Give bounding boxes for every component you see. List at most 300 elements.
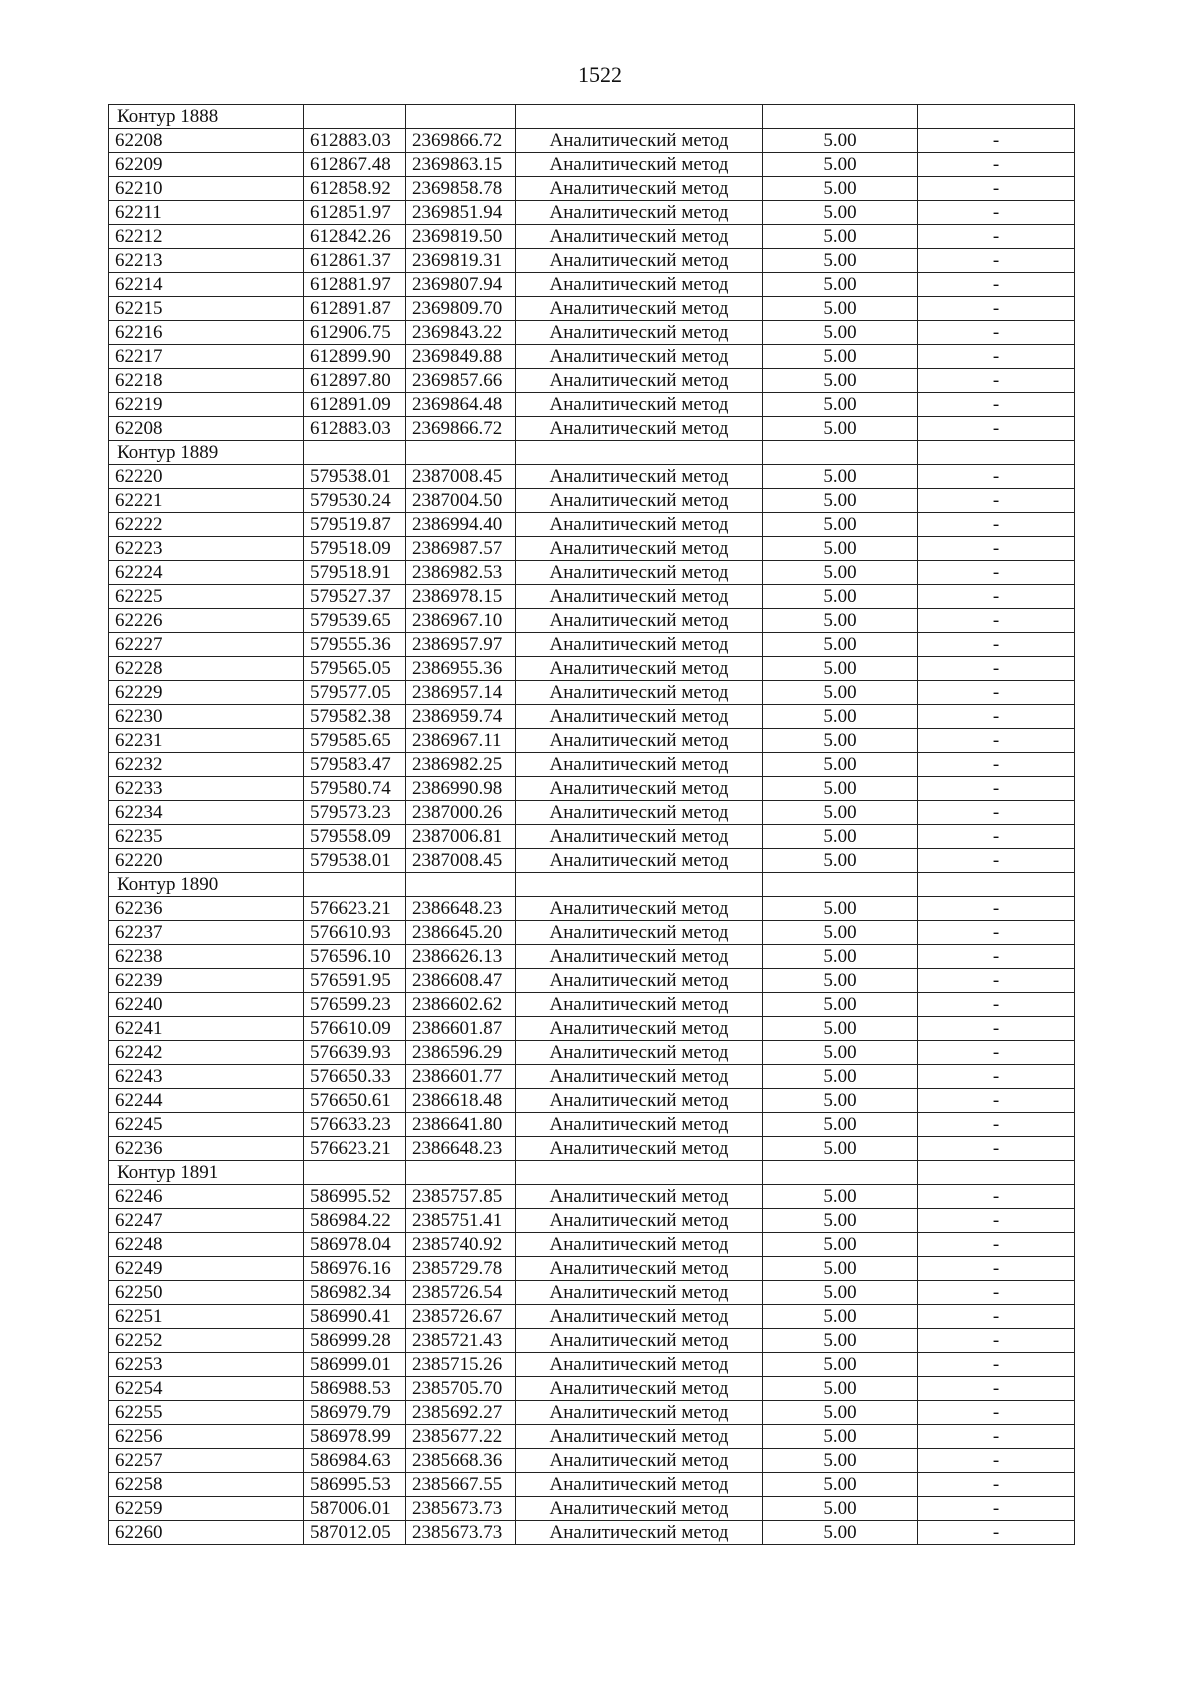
table-row [109,537,1075,561]
y-coordinate-cell: 2385751.41 [406,1209,516,1233]
empty-cell [918,1161,1075,1185]
method-cell: Аналитический метод [516,561,763,585]
x-coordinate-cell: 579585.65 [304,729,406,753]
y-coordinate-cell: 2385668.36 [406,1449,516,1473]
x-coordinate-cell: 587012.05 [304,1521,406,1545]
note-cell: - [918,753,1075,777]
method-cell: Аналитический метод [516,1257,763,1281]
y-coordinate-cell: 2385757.85 [406,1185,516,1209]
group-header-row [109,1161,1075,1185]
precision-cell: 5.00 [763,921,918,945]
table-row [109,609,1075,633]
table-row [109,1113,1075,1137]
y-coordinate-cell: 2386626.13 [406,945,516,969]
table-row [109,681,1075,705]
note-cell: - [918,1281,1075,1305]
x-coordinate-cell: 586978.04 [304,1233,406,1257]
note-cell: - [918,1377,1075,1401]
precision-cell: 5.00 [763,1257,918,1281]
precision-cell: 5.00 [763,345,918,369]
point-number-cell: 62240 [109,993,304,1017]
x-coordinate-cell: 586984.22 [304,1209,406,1233]
note-cell: - [918,1425,1075,1449]
y-coordinate-cell: 2386601.87 [406,1017,516,1041]
x-coordinate-cell: 579582.38 [304,705,406,729]
method-cell: Аналитический метод [516,1281,763,1305]
x-coordinate-cell: 612867.48 [304,153,406,177]
point-number-cell: 62223 [109,537,304,561]
method-cell: Аналитический метод [516,1425,763,1449]
x-coordinate-cell: 586999.28 [304,1329,406,1353]
x-coordinate-cell: 579555.36 [304,633,406,657]
x-coordinate-cell: 576591.95 [304,969,406,993]
point-number-cell: 62253 [109,1353,304,1377]
table-row [109,1425,1075,1449]
note-cell: - [918,1089,1075,1113]
table-row [109,249,1075,273]
table-row [109,753,1075,777]
point-number-cell: 62221 [109,489,304,513]
note-cell: - [918,1137,1075,1161]
note-cell: - [918,393,1075,417]
x-coordinate-cell: 612883.03 [304,129,406,153]
note-cell: - [918,489,1075,513]
y-coordinate-cell: 2387008.45 [406,849,516,873]
table-row [109,825,1075,849]
x-coordinate-cell: 576596.10 [304,945,406,969]
point-number-cell: 62233 [109,777,304,801]
point-number-cell: 62226 [109,609,304,633]
note-cell: - [918,1209,1075,1233]
y-coordinate-cell: 2387000.26 [406,801,516,825]
precision-cell: 5.00 [763,321,918,345]
point-number-cell: 62257 [109,1449,304,1473]
table-row [109,393,1075,417]
table-row [109,297,1075,321]
point-number-cell: 62236 [109,897,304,921]
y-coordinate-cell: 2369866.72 [406,417,516,441]
table-row [109,897,1075,921]
precision-cell: 5.00 [763,537,918,561]
precision-cell: 5.00 [763,1401,918,1425]
x-coordinate-cell: 576599.23 [304,993,406,1017]
precision-cell: 5.00 [763,609,918,633]
method-cell: Аналитический метод [516,1041,763,1065]
point-number-cell: 62208 [109,129,304,153]
note-cell: - [918,177,1075,201]
table-row [109,1233,1075,1257]
note-cell: - [918,777,1075,801]
x-coordinate-cell: 579565.05 [304,657,406,681]
method-cell: Аналитический метод [516,993,763,1017]
point-number-cell: 62247 [109,1209,304,1233]
table-row [109,849,1075,873]
y-coordinate-cell: 2386618.48 [406,1089,516,1113]
point-number-cell: 62212 [109,225,304,249]
point-number-cell: 62229 [109,681,304,705]
x-coordinate-cell: 576633.23 [304,1113,406,1137]
point-number-cell: 62215 [109,297,304,321]
point-number-cell: 62252 [109,1329,304,1353]
point-number-cell: 62250 [109,1281,304,1305]
empty-cell [406,1161,516,1185]
y-coordinate-cell: 2369819.31 [406,249,516,273]
note-cell: - [918,1185,1075,1209]
precision-cell: 5.00 [763,1233,918,1257]
note-cell: - [918,297,1075,321]
point-number-cell: 62213 [109,249,304,273]
x-coordinate-cell: 576623.21 [304,1137,406,1161]
point-number-cell: 62242 [109,1041,304,1065]
y-coordinate-cell: 2385673.73 [406,1521,516,1545]
precision-cell: 5.00 [763,1521,918,1545]
y-coordinate-cell: 2386601.77 [406,1065,516,1089]
precision-cell: 5.00 [763,1209,918,1233]
method-cell: Аналитический метод [516,1377,763,1401]
empty-cell [406,105,516,129]
y-coordinate-cell: 2385729.78 [406,1257,516,1281]
method-cell: Аналитический метод [516,705,763,729]
table-row [109,273,1075,297]
precision-cell: 5.00 [763,1305,918,1329]
x-coordinate-cell: 579573.23 [304,801,406,825]
table-row [109,369,1075,393]
method-cell: Аналитический метод [516,1065,763,1089]
method-cell: Аналитический метод [516,825,763,849]
precision-cell: 5.00 [763,153,918,177]
table-row [109,561,1075,585]
x-coordinate-cell: 612883.03 [304,417,406,441]
note-cell: - [918,537,1075,561]
method-cell: Аналитический метод [516,465,763,489]
y-coordinate-cell: 2385705.70 [406,1377,516,1401]
x-coordinate-cell: 612861.37 [304,249,406,273]
empty-cell [516,1161,763,1185]
note-cell: - [918,273,1075,297]
table-row [109,1353,1075,1377]
y-coordinate-cell: 2386967.11 [406,729,516,753]
y-coordinate-cell: 2386959.74 [406,705,516,729]
note-cell: - [918,945,1075,969]
table-row [109,777,1075,801]
note-cell: - [918,345,1075,369]
note-cell: - [918,729,1075,753]
x-coordinate-cell: 579538.01 [304,849,406,873]
precision-cell: 5.00 [763,657,918,681]
note-cell: - [918,225,1075,249]
method-cell: Аналитический метод [516,729,763,753]
method-cell: Аналитический метод [516,945,763,969]
method-cell: Аналитический метод [516,297,763,321]
precision-cell: 5.00 [763,681,918,705]
y-coordinate-cell: 2386982.53 [406,561,516,585]
table-row [109,1377,1075,1401]
table-row [109,1497,1075,1521]
precision-cell: 5.00 [763,129,918,153]
method-cell: Аналитический метод [516,1497,763,1521]
table-row [109,177,1075,201]
y-coordinate-cell: 2369866.72 [406,129,516,153]
precision-cell: 5.00 [763,1065,918,1089]
y-coordinate-cell: 2369819.50 [406,225,516,249]
table-row [109,1281,1075,1305]
x-coordinate-cell: 579530.24 [304,489,406,513]
note-cell: - [918,609,1075,633]
point-number-cell: 62238 [109,945,304,969]
precision-cell: 5.00 [763,753,918,777]
table-row [109,513,1075,537]
y-coordinate-cell: 2369843.22 [406,321,516,345]
method-cell: Аналитический метод [516,153,763,177]
point-number-cell: 62235 [109,825,304,849]
method-cell: Аналитический метод [516,489,763,513]
precision-cell: 5.00 [763,777,918,801]
method-cell: Аналитический метод [516,969,763,993]
x-coordinate-cell: 612899.90 [304,345,406,369]
point-number-cell: 62256 [109,1425,304,1449]
group-header-row [109,105,1075,129]
point-number-cell: 62227 [109,633,304,657]
method-cell: Аналитический метод [516,801,763,825]
y-coordinate-cell: 2386982.25 [406,753,516,777]
table-row [109,1521,1075,1545]
x-coordinate-cell: 612897.80 [304,369,406,393]
note-cell: - [918,705,1075,729]
point-number-cell: 62208 [109,417,304,441]
note-cell: - [918,657,1075,681]
method-cell: Аналитический метод [516,1521,763,1545]
point-number-cell: 62218 [109,369,304,393]
y-coordinate-cell: 2386957.97 [406,633,516,657]
point-number-cell: 62239 [109,969,304,993]
point-number-cell: 62259 [109,1497,304,1521]
precision-cell: 5.00 [763,1137,918,1161]
x-coordinate-cell: 612891.87 [304,297,406,321]
point-number-cell: 62244 [109,1089,304,1113]
precision-cell: 5.00 [763,705,918,729]
empty-cell [918,105,1075,129]
x-coordinate-cell: 579539.65 [304,609,406,633]
method-cell: Аналитический метод [516,681,763,705]
group-header-row [109,441,1075,465]
method-cell: Аналитический метод [516,1305,763,1329]
table-row [109,585,1075,609]
point-number-cell: 62220 [109,465,304,489]
precision-cell: 5.00 [763,201,918,225]
table-row [109,1041,1075,1065]
point-number-cell: 62251 [109,1305,304,1329]
note-cell: - [918,321,1075,345]
group-name: Контур 1890 [109,873,304,897]
method-cell: Аналитический метод [516,513,763,537]
method-cell: Аналитический метод [516,585,763,609]
point-number-cell: 62237 [109,921,304,945]
point-number-cell: 62209 [109,153,304,177]
y-coordinate-cell: 2386990.98 [406,777,516,801]
empty-cell [763,873,918,897]
table-row [109,801,1075,825]
precision-cell: 5.00 [763,1425,918,1449]
method-cell: Аналитический метод [516,321,763,345]
y-coordinate-cell: 2386645.20 [406,921,516,945]
method-cell: Аналитический метод [516,921,763,945]
x-coordinate-cell: 586976.16 [304,1257,406,1281]
x-coordinate-cell: 579580.74 [304,777,406,801]
table-row [109,1185,1075,1209]
x-coordinate-cell: 576639.93 [304,1041,406,1065]
precision-cell: 5.00 [763,1353,918,1377]
method-cell: Аналитический метод [516,1473,763,1497]
precision-cell: 5.00 [763,369,918,393]
y-coordinate-cell: 2369809.70 [406,297,516,321]
method-cell: Аналитический метод [516,897,763,921]
precision-cell: 5.00 [763,801,918,825]
x-coordinate-cell: 576623.21 [304,897,406,921]
point-number-cell: 62255 [109,1401,304,1425]
table-row [109,201,1075,225]
note-cell: - [918,1329,1075,1353]
y-coordinate-cell: 2386987.57 [406,537,516,561]
note-cell: - [918,1401,1075,1425]
precision-cell: 5.00 [763,249,918,273]
note-cell: - [918,561,1075,585]
table-row [109,321,1075,345]
precision-cell: 5.00 [763,1017,918,1041]
point-number-cell: 62231 [109,729,304,753]
method-cell: Аналитический метод [516,273,763,297]
table-row [109,993,1075,1017]
note-cell: - [918,417,1075,441]
precision-cell: 5.00 [763,1041,918,1065]
method-cell: Аналитический метод [516,1353,763,1377]
table-row [109,705,1075,729]
empty-cell [516,441,763,465]
note-cell: - [918,1065,1075,1089]
table-row [109,225,1075,249]
table-row [109,1305,1075,1329]
note-cell: - [918,849,1075,873]
y-coordinate-cell: 2385726.67 [406,1305,516,1329]
note-cell: - [918,969,1075,993]
note-cell: - [918,825,1075,849]
x-coordinate-cell: 612891.09 [304,393,406,417]
table-row [109,1017,1075,1041]
empty-cell [304,441,406,465]
method-cell: Аналитический метод [516,633,763,657]
table-row [109,921,1075,945]
point-number-cell: 62230 [109,705,304,729]
precision-cell: 5.00 [763,225,918,249]
method-cell: Аналитический метод [516,201,763,225]
point-number-cell: 62224 [109,561,304,585]
precision-cell: 5.00 [763,849,918,873]
precision-cell: 5.00 [763,393,918,417]
precision-cell: 5.00 [763,945,918,969]
y-coordinate-cell: 2386978.15 [406,585,516,609]
note-cell: - [918,201,1075,225]
method-cell: Аналитический метод [516,1401,763,1425]
x-coordinate-cell: 576650.33 [304,1065,406,1089]
note-cell: - [918,633,1075,657]
empty-cell [406,873,516,897]
precision-cell: 5.00 [763,1473,918,1497]
table-row [109,969,1075,993]
point-number-cell: 62210 [109,177,304,201]
y-coordinate-cell: 2369857.66 [406,369,516,393]
method-cell: Аналитический метод [516,369,763,393]
x-coordinate-cell: 579583.47 [304,753,406,777]
precision-cell: 5.00 [763,297,918,321]
method-cell: Аналитический метод [516,1233,763,1257]
note-cell: - [918,993,1075,1017]
group-name: Контур 1889 [109,441,304,465]
y-coordinate-cell: 2385726.54 [406,1281,516,1305]
empty-cell [763,1161,918,1185]
table-row [109,489,1075,513]
table-row [109,1473,1075,1497]
table-row [109,945,1075,969]
y-coordinate-cell: 2385677.22 [406,1425,516,1449]
x-coordinate-cell: 576650.61 [304,1089,406,1113]
method-cell: Аналитический метод [516,777,763,801]
empty-cell [763,105,918,129]
note-cell: - [918,1233,1075,1257]
precision-cell: 5.00 [763,1329,918,1353]
table-row [109,729,1075,753]
table-row [109,1089,1075,1113]
precision-cell: 5.00 [763,273,918,297]
point-number-cell: 62243 [109,1065,304,1089]
note-cell: - [918,681,1075,705]
x-coordinate-cell: 579558.09 [304,825,406,849]
y-coordinate-cell: 2385721.43 [406,1329,516,1353]
point-number-cell: 62225 [109,585,304,609]
method-cell: Аналитический метод [516,1113,763,1137]
point-number-cell: 62249 [109,1257,304,1281]
precision-cell: 5.00 [763,1281,918,1305]
group-name: Контур 1888 [109,105,304,129]
x-coordinate-cell: 579527.37 [304,585,406,609]
table-row [109,1065,1075,1089]
point-number-cell: 62214 [109,273,304,297]
table-row [109,153,1075,177]
note-cell: - [918,249,1075,273]
method-cell: Аналитический метод [516,849,763,873]
precision-cell: 5.00 [763,1377,918,1401]
y-coordinate-cell: 2369863.15 [406,153,516,177]
table-row [109,1209,1075,1233]
y-coordinate-cell: 2386641.80 [406,1113,516,1137]
method-cell: Аналитический метод [516,609,763,633]
method-cell: Аналитический метод [516,417,763,441]
precision-cell: 5.00 [763,1113,918,1137]
method-cell: Аналитический метод [516,753,763,777]
x-coordinate-cell: 576610.93 [304,921,406,945]
x-coordinate-cell: 586982.34 [304,1281,406,1305]
y-coordinate-cell: 2386967.10 [406,609,516,633]
note-cell: - [918,1473,1075,1497]
method-cell: Аналитический метод [516,1209,763,1233]
precision-cell: 5.00 [763,729,918,753]
note-cell: - [918,1257,1075,1281]
empty-cell [763,441,918,465]
point-number-cell: 62222 [109,513,304,537]
x-coordinate-cell: 576610.09 [304,1017,406,1041]
table-row [109,129,1075,153]
y-coordinate-cell: 2369858.78 [406,177,516,201]
precision-cell: 5.00 [763,633,918,657]
table-row [109,1449,1075,1473]
